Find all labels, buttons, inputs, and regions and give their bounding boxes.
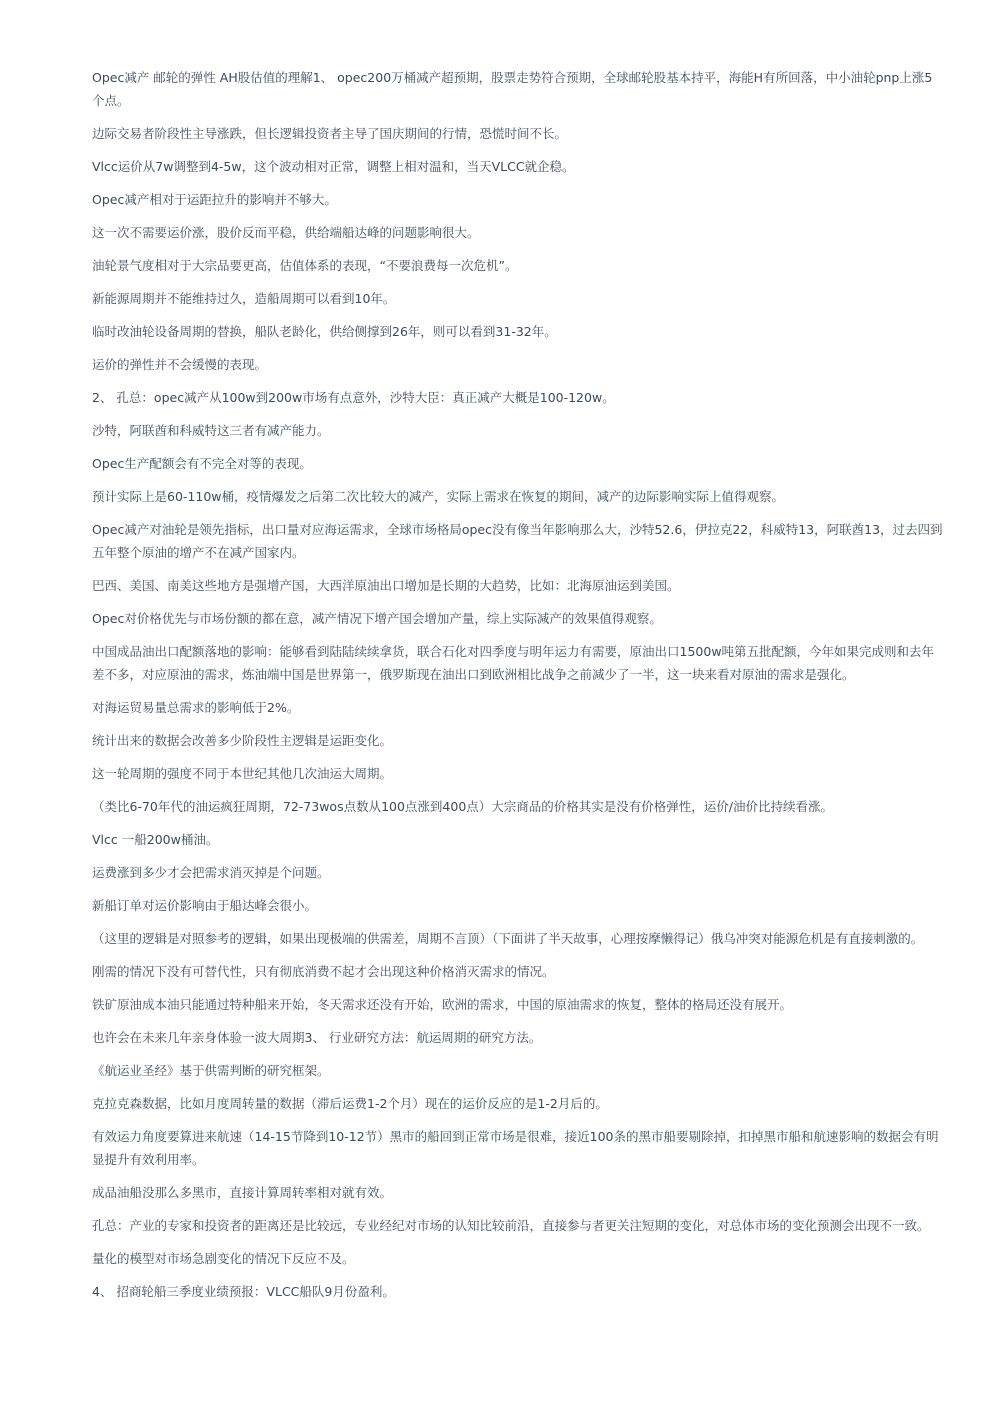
paragraph: 这一次不需要运价涨，股价反而平稳，供给端船达峰的问题影响很大。: [92, 225, 480, 240]
paragraph: 这一轮周期的强度不同于本世纪其他几次油运大周期。: [92, 766, 393, 781]
paragraph: 临时改油轮设备周期的替换，船队老龄化，供给侧撑到26年，则可以看到31-32年。: [92, 324, 557, 339]
paragraph: Vlcc运价从7w调整到4-5w，这个波动相对正常，调整上相对温和，当天VLCC就企稳。: [92, 159, 575, 174]
paragraph: 中国成品油出口配额落地的影响：能够看到陆陆续续拿货，联合石化对四季度与明年运力有需要，原油出口1500w吨第五批配额，今年如果完成则和去年差不多，对应原油的需求，炼油端中国是世界第一，俄罗斯现在油出口到欧洲相比战争之前减少了一半，这一块来看对原油的需求是强化。: [92, 644, 935, 682]
paragraph: 新船订单对运价影响由于船达峰会很小。: [92, 898, 318, 913]
paragraph: 孔总：产业的专家和投资者的距离还是比较远，专业经纪对市场的认知比较前沿，直接参与者更关注短期的变化，对总体市场的变化预测会出现不一致。: [92, 1218, 930, 1233]
paragraph: 新能源周期并不能维持过久，造船周期可以看到10年。: [92, 291, 396, 306]
paragraph: 铁矿原油成本油只能通过特种船来开始，冬天需求还没有开始，欧洲的需求，中国的原油需求的恢复，整体的格局还没有展开。: [92, 997, 793, 1012]
paragraph: Opec对价格优先与市场份额的都在意，减产情况下增产国会增加产量，综上实际减产的效果值得观察。: [92, 611, 662, 626]
paragraph: 《航运业圣经》基于供需判断的研究框架。: [92, 1063, 330, 1078]
paragraph: Vlcc 一船200w桶油。: [92, 832, 219, 847]
paragraph: 成品油船没那么多黑市，直接计算周转率相对就有效。: [92, 1185, 393, 1200]
document-body: [92, 66, 944, 1313]
paragraph: 边际交易者阶段性主导涨跌，但长逻辑投资者主导了国庆期间的行情，恐慌时间不长。: [92, 126, 568, 141]
section-4-paragraph: 4、 招商轮船三季度业绩预报：VLCC船队9月份盈利。: [92, 1284, 395, 1299]
paragraph: （类比6-70年代的油运疯狂周期，72-73wos点数从100点涨到400点）大宗商品的价格其实是没有价格弹性，运价/油价比持续看涨。: [92, 799, 834, 814]
paragraph: 沙特，阿联酋和科威特这三者有减产能力。: [92, 423, 330, 438]
paragraph: Opec减产 邮轮的弹性 AH股估值的理解1、 opec200万桶减产超预期，股票走势符合预期，全球邮轮股基本持平，海能H有所回落，中小油轮pnp上涨5个点。: [92, 70, 933, 108]
paragraph: 统计出来的数据会改善多少阶段性主逻辑是运距变化。: [92, 733, 393, 748]
paragraph: Opec减产相对于运距拉升的影响并不够大。: [92, 192, 337, 207]
paragraph: （这里的逻辑是对照参考的逻辑，如果出现极端的供需差，周期不言顶）（下面讲了半天故事，心理按摩懒得记）俄乌冲突对能源危机是有直接刺激的。: [92, 931, 924, 946]
paragraph: 刚需的情况下没有可替代性，只有彻底消费不起才会出现这种价格消灭需求的情况。: [92, 964, 555, 979]
paragraph: Opec减产对油轮是领先指标，出口量对应海运需求，全球市场格局opec没有像当年影响那么大，沙特52.6，伊拉克22，科威特13，阿联酋13，过去四到五年整个原油的增产不在减产国家内。: [92, 522, 943, 560]
paragraph: Opec生产配额会有不完全对等的表现。: [92, 456, 312, 471]
paragraph: 预计实际上是60-110w桶，疫情爆发之后第二次比较大的减产，实际上需求在恢复的期间，减产的边际影响实际上值得观察。: [92, 489, 785, 504]
paragraph: 有效运力角度要算进来航速（14-15节降到10-12节）黑市的船回到正常市场是很难，接近100条的黑市船要剔除掉，扣掉黑市船和航速影响的数据会有明显提升有效利用率。: [92, 1129, 939, 1167]
paragraph: 量化的模型对市场急剧变化的情况下反应不及。: [92, 1251, 355, 1266]
section-2-paragraph: 2、 孔总：opec减产从100w到200w市场有点意外，沙特大臣：真正减产大概是100-120w。: [92, 390, 615, 405]
paragraph: 运价的弹性并不会缓慢的表现。: [92, 357, 268, 372]
section-3-paragraph: 也许会在未来几年亲身体验一波大周期3、 行业研究方法：航运周期的研究方法。: [92, 1030, 542, 1045]
paragraph: 运费涨到多少才会把需求消灭掉是个问题。: [92, 865, 330, 880]
paragraph: 对海运贸易量总需求的影响低于2%。: [92, 700, 300, 715]
paragraph: 油轮景气度相对于大宗品要更高，估值体系的表现，“不要浪费每一次危机”。: [92, 258, 518, 273]
paragraph: 巴西、美国、南美这些地方是强增产国，大西洋原油出口增加是长期的大趋势，比如：北海原油运到美国。: [92, 578, 680, 593]
paragraph: 克拉克森数据，比如月度周转量的数据（滞后运费1-2个月）现在的运价反应的是1-2月后的。: [92, 1096, 608, 1111]
